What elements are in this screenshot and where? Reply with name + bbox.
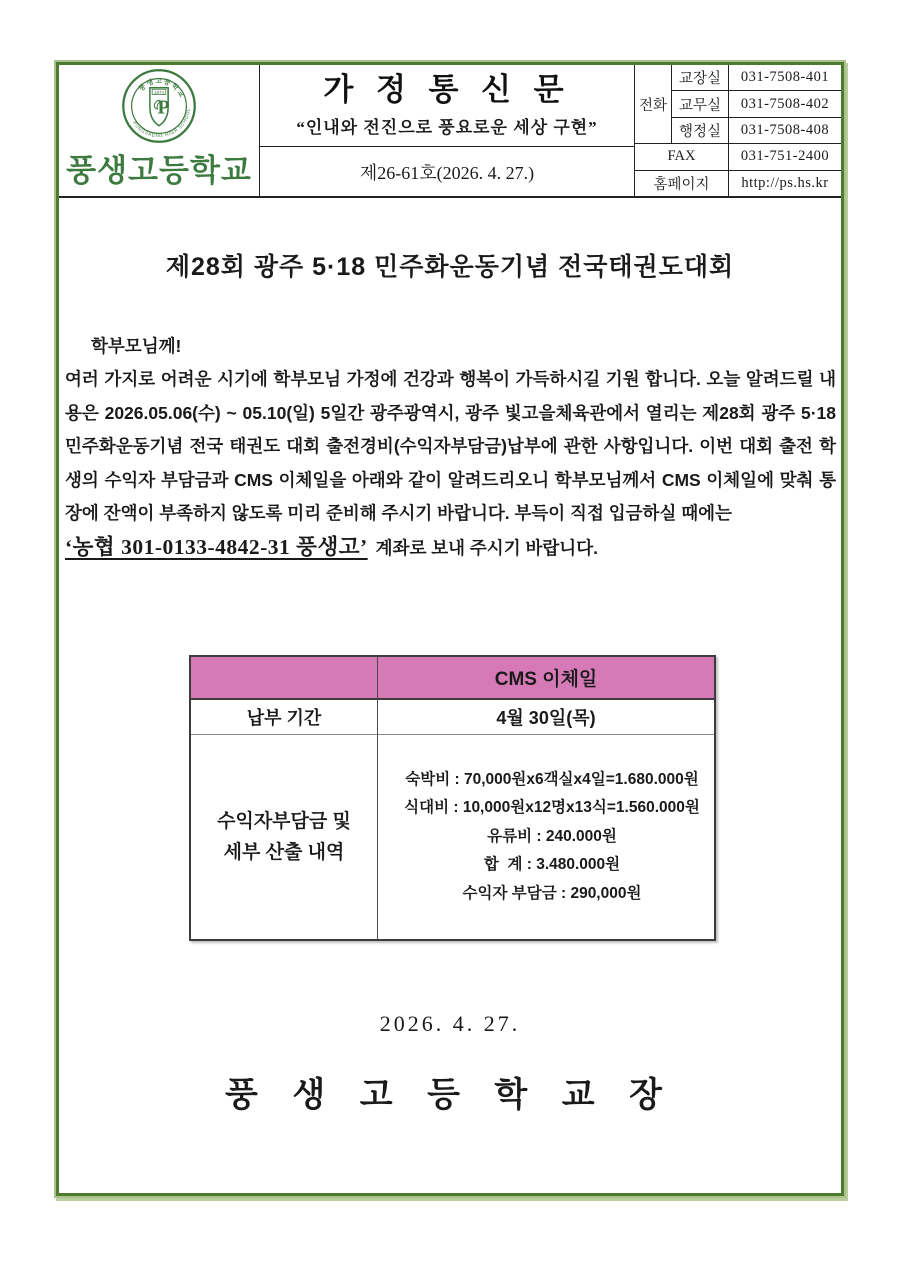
contact-row-label: 교장실 (672, 65, 728, 90)
issue-number: 제26-61호(2026. 4. 27.) (359, 162, 535, 183)
detail-line: 유류비 : 240.000원 (487, 827, 617, 845)
svg-text:풍생고등학교: 풍생고등학교 (137, 78, 186, 100)
emblem-year-text: 1974 (153, 89, 165, 95)
school-emblem-icon (121, 68, 197, 144)
contact-row-value: 031-7508-401 (729, 65, 841, 90)
svg-text:PUNGSAENG HIGH SCHOOL: PUNGSAENG HIGH SCHOOL (131, 107, 192, 139)
principal-signature: 풍 생 고 등 학 교 장 (225, 1077, 675, 1114)
homepage-url: http://ps.hs.kr (729, 171, 841, 196)
detail-line: 합 계 : 3.480.000원 (483, 856, 621, 874)
phone-label: 전화 (635, 65, 671, 143)
newsletter-page (56, 62, 844, 1196)
newsletter-title: 가 정 통 신 문 (323, 71, 571, 107)
detail-line: 수익자 부담금 : 290,000원 (462, 884, 642, 902)
detail-row-label: 수익자부담금 및 세부 산출 내역 (191, 735, 378, 939)
greeting-line: 학부모님께! (91, 336, 182, 356)
account-line (65, 531, 836, 565)
contact-row-value: 031-7508-408 (729, 118, 841, 143)
main-paragraph: 여러 가지로 어려운 시기에 학부모님 가정에 건강과 행복이 가득하시길 기원 합니다. 오늘 알려드릴 내용은 2026.05.06(수) ~ 05.10(일) 5일간 광주광역시, 광주 빛고을체육관에서 열리는 제28회 광주 5·18 민주화운동기념 전국 태권도 대회 출전경비(수익자부담금)납부에 관한 사항입니다. 이번 대회 출전 학생의 수익자 부담금과 CMS 이체일을 아래와 같이 알려드리오니 학부모님께서 CMS 이체일에 맞춰 통장에 잔액이 부족하지 않도록 미리 준비해 주시기 바랍니다. 부득이 직접 입금하실 때에는 (65, 369, 836, 524)
contact-row-value: 031-7508-402 (729, 91, 841, 116)
document-date: 2026. 4. 27. (379, 1011, 521, 1036)
account-suffix-text: 계좌로 보내 주시기 바랍니다. (375, 538, 598, 559)
bank-account-number: ‘농협 301-0133-4842-31 풍생고’ (65, 535, 368, 560)
homepage-label: 홈페이지 (635, 171, 728, 196)
masthead (59, 65, 841, 198)
detail-row-lines (378, 735, 714, 939)
fax-label: FAX (635, 144, 728, 169)
document-title: 제28회 광주 5·18 민주화운동기념 전국태권도대회 (165, 253, 735, 281)
body-text (65, 330, 836, 566)
contact-row-label: 교무실 (672, 91, 728, 116)
contact-row-label: 행정실 (672, 118, 728, 143)
svg-text:P: P (157, 96, 170, 119)
contact-table (635, 65, 841, 196)
school-motto: “인내와 전진으로 풍요로운 세상 구현” (296, 118, 598, 138)
masthead-center (260, 65, 635, 196)
school-logo-cell (59, 65, 260, 196)
table-header-cms-date: CMS 이체일 (378, 657, 714, 700)
detail-line: 식대비 : 10,000원x12명x13식=1.560.000원 (404, 799, 700, 817)
cms-transfer-table (189, 655, 716, 941)
table-header-empty-cell (191, 657, 378, 700)
payment-period-value: 4월 30일(목) (378, 700, 714, 735)
detail-line: 숙박비 : 70,000원x6객실x4일=1.680.000원 (405, 770, 699, 788)
school-name: 풍생고등학교 (66, 153, 252, 188)
fax-value: 031-751-2400 (729, 144, 841, 169)
payment-period-label: 납부 기간 (191, 700, 378, 735)
